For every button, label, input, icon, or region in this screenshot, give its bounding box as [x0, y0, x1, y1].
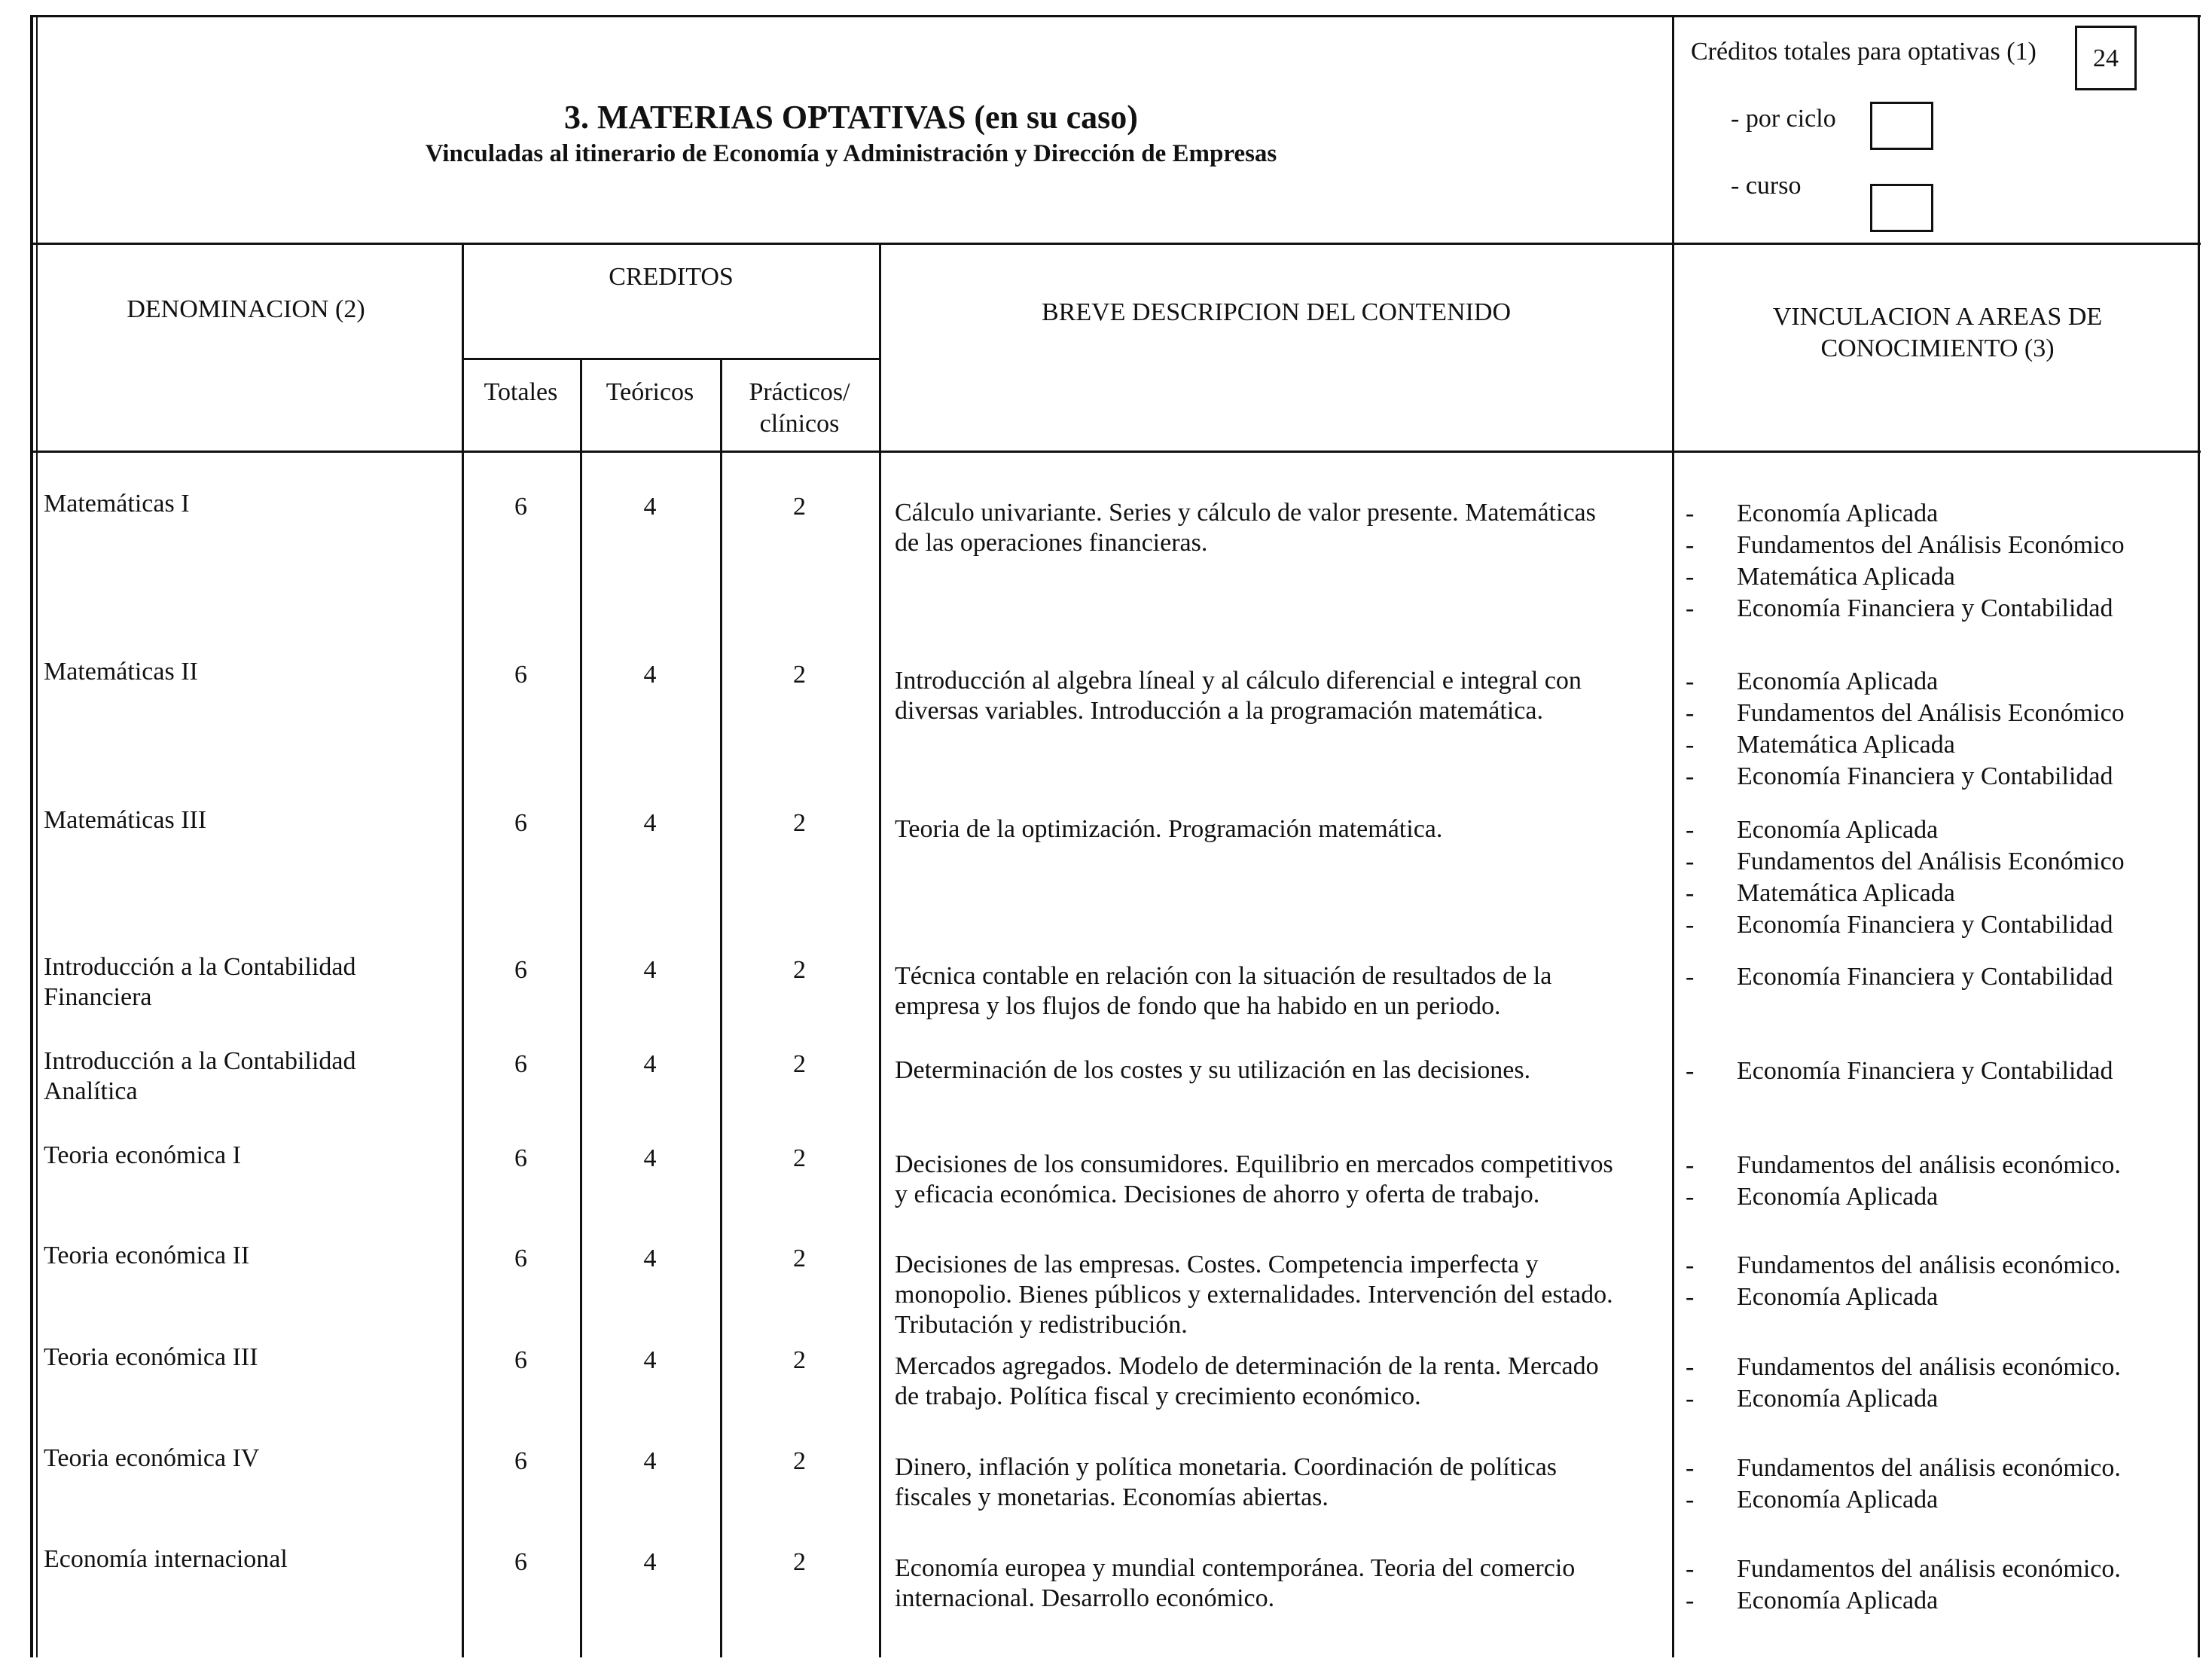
knowledge-area-item: - Economía Financiera y Contabilidad — [1686, 1055, 2190, 1087]
knowledge-areas — [1686, 961, 2190, 993]
credits-practicos: 2 — [793, 1050, 806, 1078]
subject-name-line: Matemáticas II — [44, 658, 198, 686]
knowledge-area-list — [1686, 1352, 2190, 1415]
credits-teoricos: 4 — [643, 493, 657, 521]
col-vinculacion — [1674, 301, 2201, 365]
knowledge-area-item: - Matemática Aplicada — [1686, 561, 2190, 593]
knowledge-area-item: - Fundamentos del análisis económico. — [1686, 1150, 2190, 1181]
content-description-line: diversas variables. Introducción a la programación matemática. — [895, 697, 1543, 725]
credits-teoricos: 4 — [643, 661, 657, 689]
knowledge-area-list — [1686, 814, 2190, 941]
subject-name-line: Economía internacional — [44, 1545, 288, 1573]
content-description-line: de las operaciones financieras. — [895, 529, 1208, 557]
credits-practicos: 2 — [793, 493, 806, 521]
content-description — [895, 1452, 1663, 1513]
knowledge-area-item: - Fundamentos del Análisis Económico — [1686, 530, 2190, 561]
credits-practicos: 2 — [793, 1548, 806, 1576]
knowledge-areas — [1686, 1352, 2190, 1415]
col-line-1 — [462, 245, 464, 1657]
content-description-line: Determinación de los costes y su utilización en las decisiones. — [895, 1056, 1531, 1084]
knowledge-area-list — [1686, 1150, 2190, 1213]
credits-teoricos: 4 — [643, 1447, 657, 1475]
credits-teoricos: 4 — [643, 809, 657, 837]
credits-totales: 6 — [514, 1346, 527, 1374]
content-description-line: Decisiones de las empresas. Costes. Competencia imperfecta y — [895, 1251, 1539, 1278]
knowledge-area-item: - Economía Aplicada — [1686, 1281, 2190, 1313]
page-subtitle: Vinculadas al itinerario de Economía y Administración y Dirección de Empresas — [425, 140, 1277, 167]
credits-totales: 6 — [514, 1548, 527, 1576]
col-vinculacion-line2: CONOCIMIENTO (3) — [1820, 334, 2055, 362]
page-title: 3. MATERIAS OPTATIVAS (en su caso) — [564, 99, 1138, 136]
header-bottom-line — [30, 243, 2201, 245]
knowledge-area-list — [1686, 666, 2190, 793]
content-description — [895, 1553, 1663, 1614]
knowledge-area-item: - Fundamentos del Análisis Económico — [1686, 846, 2190, 878]
knowledge-areas — [1686, 814, 2190, 941]
column-header-bottom-line — [30, 451, 2201, 453]
content-description-line: empresa y los flujos de fondo que ha habido en un periodo. — [895, 992, 1501, 1020]
knowledge-area-item: - Matemática Aplicada — [1686, 878, 2190, 909]
credits-totales: 6 — [514, 493, 527, 521]
content-description-line: Dinero, inflación y política monetaria. Coordinación de políticas — [895, 1453, 1558, 1481]
content-description — [895, 814, 1663, 845]
credits-practicos: 2 — [793, 1447, 806, 1475]
knowledge-area-list — [1686, 1452, 2190, 1516]
subject-name-line: Introducción a la Contabilidad — [44, 953, 356, 981]
credits-practicos: 2 — [793, 1144, 806, 1172]
knowledge-area-item: - Fundamentos del análisis económico. — [1686, 1250, 2190, 1281]
knowledge-area-list — [1686, 1553, 2190, 1617]
subject-name-line: Financiera — [44, 983, 152, 1011]
credits-practicos: 2 — [793, 1346, 806, 1374]
subject-name — [44, 1544, 450, 1575]
col-practicos-line1: Prácticos/ — [749, 378, 850, 406]
knowledge-areas — [1686, 666, 2190, 793]
content-description — [895, 498, 1663, 558]
knowledge-area-item: - Economía Aplicada — [1686, 666, 2190, 698]
knowledge-area-item: - Matemática Aplicada — [1686, 729, 2190, 761]
credits-practicos: 2 — [793, 809, 806, 837]
content-description-line: internacional. Desarrollo económico. — [895, 1584, 1275, 1612]
knowledge-areas — [1686, 1150, 2190, 1213]
knowledge-area-item: - Economía Financiera y Contabilidad — [1686, 961, 2190, 993]
subject-name-line: Teoria económica I — [44, 1141, 241, 1169]
subject-name — [44, 1141, 450, 1171]
content-description — [895, 1150, 1663, 1210]
subject-name — [44, 489, 450, 519]
knowledge-area-item: - Economía Aplicada — [1686, 1484, 2190, 1516]
credits-total-value: 24 — [2093, 44, 2119, 72]
content-description-line: Decisiones de los consumidores. Equilibrio en mercados competitivos — [895, 1150, 1613, 1178]
subject-name — [44, 1343, 450, 1373]
border-left — [30, 15, 33, 1657]
header-divider — [1672, 15, 1674, 245]
col-creditos: CREDITOS — [609, 263, 734, 291]
knowledge-area-item: - Fundamentos del análisis económico. — [1686, 1553, 2190, 1585]
content-description-line: de trabajo. Política fiscal y crecimiento económico. — [895, 1382, 1421, 1410]
credits-sub-line — [462, 358, 880, 360]
col-teoricos: Teóricos — [606, 378, 694, 406]
credits-teoricos: 4 — [643, 1245, 657, 1272]
knowledge-area-item: - Fundamentos del análisis económico. — [1686, 1352, 2190, 1383]
knowledge-areas — [1686, 1553, 2190, 1617]
content-description-line: y eficacia económica. Decisiones de ahorro y oferta de trabajo. — [895, 1181, 1540, 1208]
per-cycle-label: - por ciclo — [1731, 105, 1836, 133]
subject-name — [44, 1241, 450, 1271]
content-description — [895, 961, 1663, 1022]
col-descripcion: BREVE DESCRIPCION DEL CONTENIDO — [1041, 298, 1511, 326]
knowledge-area-item: - Economía Aplicada — [1686, 498, 2190, 530]
subject-name — [44, 805, 450, 835]
knowledge-area-item: - Economía Financiera y Contabilidad — [1686, 909, 2190, 941]
knowledge-areas — [1686, 1250, 2190, 1313]
credits-total-label: Créditos totales para optativas (1) — [1691, 38, 2037, 66]
subject-name — [44, 1443, 450, 1474]
credits-practicos: 2 — [793, 1245, 806, 1272]
content-description-line: Mercados agregados. Modelo de determinación de la renta. Mercado — [895, 1352, 1599, 1380]
subject-name-line: Teoria económica II — [44, 1242, 250, 1269]
subject-name — [44, 952, 450, 1013]
subject-name-line: Introducción a la Contabilidad — [44, 1047, 356, 1075]
credits-teoricos: 4 — [643, 1050, 657, 1078]
border-top — [30, 15, 2201, 17]
subject-name — [44, 1046, 450, 1107]
col-denominacion: DENOMINACION (2) — [127, 295, 365, 323]
content-description-line: Cálculo univariante. Series y cálculo de valor presente. Matemáticas — [895, 499, 1596, 527]
subject-name-line: Matemáticas I — [44, 490, 190, 518]
knowledge-area-list — [1686, 1250, 2190, 1313]
credits-practicos: 2 — [793, 956, 806, 984]
knowledge-area-item: - Economía Aplicada — [1686, 814, 2190, 846]
col-line-2 — [879, 245, 881, 1657]
credits-teoricos: 4 — [643, 956, 657, 984]
col-practicos — [720, 377, 879, 440]
content-description-line: monopolio. Bienes públicos y externalidades. Intervención del estado. — [895, 1281, 1613, 1309]
content-description — [895, 1250, 1663, 1340]
credits-teoricos: 4 — [643, 1548, 657, 1576]
content-description-line: Teoria de la optimización. Programación matemática. — [895, 815, 1443, 843]
credits-totales: 6 — [514, 809, 527, 837]
knowledge-area-item: - Economía Aplicada — [1686, 1585, 2190, 1617]
content-description-line: Tributación y redistribución. — [895, 1311, 1188, 1339]
credits-totales: 6 — [514, 661, 527, 689]
credits-totales: 6 — [514, 1245, 527, 1272]
credits-teoricos: 4 — [643, 1144, 657, 1172]
col-vinculacion-line1: VINCULACION A AREAS DE — [1772, 303, 2103, 331]
subject-name-line: Analítica — [44, 1077, 138, 1105]
knowledge-area-item: - Fundamentos del análisis económico. — [1686, 1452, 2190, 1484]
content-description-line: Introducción al algebra líneal y al cálculo diferencial e integral con — [895, 667, 1582, 695]
subject-name-line: Matemáticas III — [44, 806, 207, 834]
form-frame — [30, 15, 2201, 1657]
content-description — [895, 666, 1663, 726]
knowledge-areas — [1686, 1055, 2190, 1087]
col-line-3 — [1672, 245, 1674, 1657]
knowledge-area-item: - Economía Financiera y Contabilidad — [1686, 761, 2190, 793]
per-cycle-box — [1870, 102, 1933, 150]
col-totales: Totales — [484, 378, 558, 406]
content-description-line: Economía europea y mundial contemporánea. Teoria del comercio — [895, 1554, 1576, 1582]
border-right — [2198, 15, 2200, 1657]
subject-name-line: Teoria económica IV — [44, 1444, 260, 1472]
content-description-line: Técnica contable en relación con la situación de resultados de la — [895, 962, 1552, 990]
credits-totales: 6 — [514, 1447, 527, 1475]
subject-name-line: Teoria económica III — [44, 1343, 258, 1371]
credits-total-box — [2075, 26, 2137, 90]
credits-totales: 6 — [514, 1144, 527, 1172]
knowledge-area-list — [1686, 961, 2190, 993]
knowledge-area-item: - Economía Aplicada — [1686, 1181, 2190, 1213]
knowledge-area-item: - Fundamentos del Análisis Económico — [1686, 698, 2190, 729]
course-label: - curso — [1731, 172, 1802, 200]
content-description — [895, 1055, 1663, 1086]
subject-name — [44, 657, 450, 687]
course-box — [1870, 184, 1933, 232]
credits-totales: 6 — [514, 956, 527, 984]
credits-practicos: 2 — [793, 661, 806, 689]
credits-totales: 6 — [514, 1050, 527, 1078]
col-practicos-line2: clínicos — [759, 410, 840, 438]
credits-teoricos: 4 — [643, 1346, 657, 1374]
knowledge-area-item: - Economía Financiera y Contabilidad — [1686, 593, 2190, 625]
knowledge-area-list — [1686, 1055, 2190, 1087]
knowledge-areas — [1686, 498, 2190, 625]
knowledge-areas — [1686, 1452, 2190, 1516]
border-left-inner — [36, 15, 38, 1657]
content-description-line: fiscales y monetarias. Economías abiertas. — [895, 1483, 1329, 1511]
content-description — [895, 1352, 1663, 1412]
knowledge-area-item: - Economía Aplicada — [1686, 1383, 2190, 1415]
knowledge-area-list — [1686, 498, 2190, 625]
